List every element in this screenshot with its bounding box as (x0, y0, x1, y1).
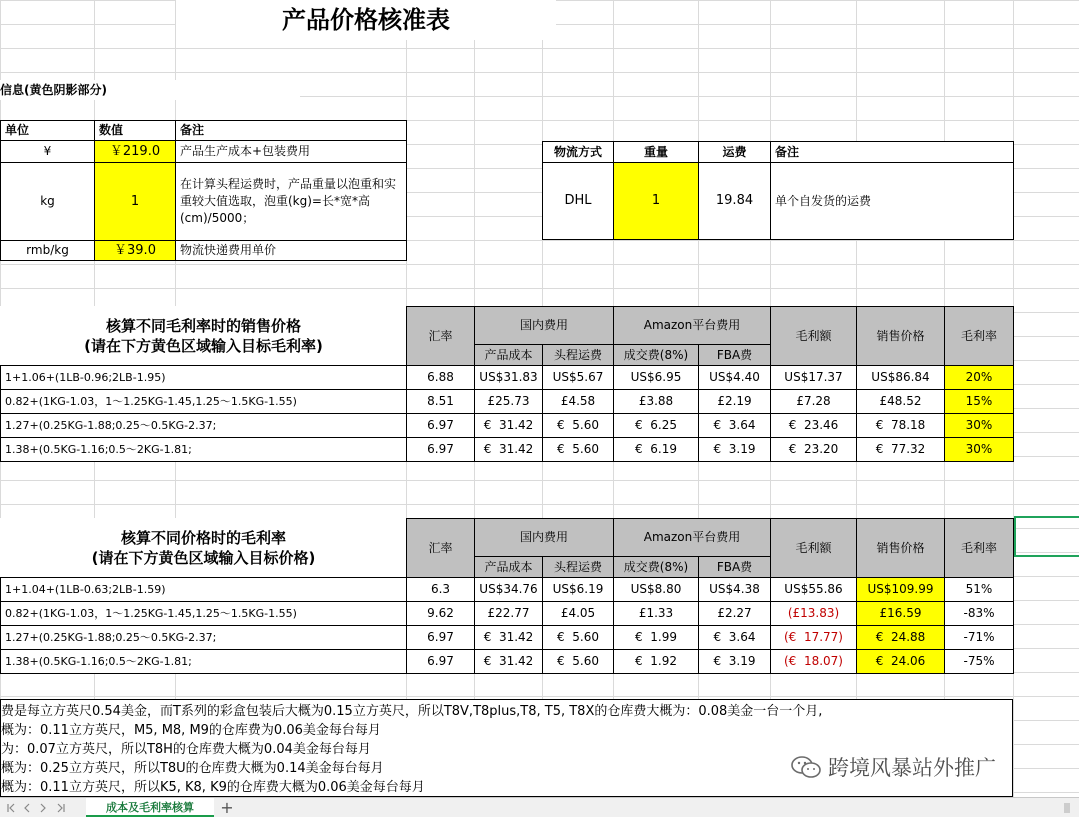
cost-cell[interactable]: € 31.42 (474, 625, 543, 650)
add-sheet-button[interactable]: + (220, 798, 234, 817)
rate-cell[interactable]: 6.97 (406, 649, 475, 674)
tab-sheet-active[interactable]: 成本及毛利率核算 (86, 798, 214, 817)
rate-cell[interactable]: 6.88 (406, 365, 475, 390)
profit-cell-negative[interactable]: (€ 18.07) (770, 649, 857, 674)
param-note-cell[interactable]: 物流快递费用单价 (175, 240, 407, 261)
price-header-amazon: Amazon平台费用 (613, 518, 771, 557)
target-price-input[interactable]: € 24.88 (856, 625, 945, 650)
margin-header-amazon: Amazon平台费用 (613, 306, 771, 345)
logistics-note-cell[interactable]: 单个自发货的运费 (770, 162, 1014, 240)
rate-cell[interactable]: 6.97 (406, 413, 475, 438)
param-header-unit: 单位 (0, 120, 95, 141)
margin-header-cost: 产品成本 (474, 344, 543, 366)
profit-cell-negative[interactable]: (£13.83) (770, 601, 857, 626)
margin-cell[interactable]: -71% (944, 625, 1014, 650)
param-header-value: 数值 (94, 120, 176, 141)
scroll-handle-icon[interactable] (1060, 798, 1074, 817)
cost-cell[interactable]: US$31.83 (474, 365, 543, 390)
prev-sheet-icon[interactable] (20, 798, 34, 817)
margin-header-domestic: 国内费用 (474, 306, 614, 345)
cost-cell[interactable]: € 31.42 (474, 649, 543, 674)
formula-cell[interactable]: 1+1.04+(1LB-0.63;2LB-1.59) (0, 577, 407, 602)
price-cell[interactable]: € 77.32 (856, 437, 945, 462)
price-header-fba: FBA费 (698, 556, 771, 578)
formula-cell[interactable]: 1.27+(0.25KG-1.88;0.25～0.5KG-2.37; (0, 625, 407, 650)
rate-cell[interactable]: 8.51 (406, 389, 475, 414)
price-header-commission: 成交费(8%) (613, 556, 699, 578)
cost-cell[interactable]: € 31.42 (474, 413, 543, 438)
price-calc-title (0, 518, 407, 578)
target-margin-input[interactable]: 30% (944, 437, 1014, 462)
formula-cell[interactable]: 1.38+(0.5KG-1.16;0.5～2KG-1.81; (0, 437, 407, 462)
first-sheet-icon[interactable] (4, 798, 18, 817)
cell-selection-box[interactable] (1014, 516, 1079, 557)
commission-cell[interactable]: € 6.19 (613, 437, 699, 462)
target-margin-input[interactable]: 15% (944, 389, 1014, 414)
formula-cell[interactable]: 1+1.06+(1LB-0.96;2LB-1.95) (0, 365, 407, 390)
price-header-profit: 毛利额 (770, 518, 857, 578)
param-unit-cell[interactable]: rmb/kg (0, 240, 95, 261)
fba-cell[interactable]: € 3.19 (698, 649, 771, 674)
note-line: 概为：0.11立方英尺，所以K5, K8, K9的仓库费大概为0.06美金每台每月 (1, 780, 425, 795)
logistics-header-note: 备注 (770, 141, 1014, 163)
rate-cell[interactable]: 6.97 (406, 437, 475, 462)
formula-cell[interactable]: 1.38+(0.5KG-1.16;0.5～2KG-1.81; (0, 649, 407, 674)
profit-cell[interactable]: £7.28 (770, 389, 857, 414)
commission-cell[interactable]: € 1.99 (613, 625, 699, 650)
fba-cell[interactable]: € 3.64 (698, 413, 771, 438)
logistics-header-weight: 重量 (613, 141, 699, 163)
note-line: 概为：0.11立方英尺，M5, M8, M9的仓库费为0.06美金每台每月 (1, 723, 381, 738)
product-weight-input[interactable]: 1 (94, 162, 176, 241)
margin-calc-title-line1: 核算不同毛利率时的销售价格 (105, 317, 301, 335)
note-line: 概为：0.25立方英尺，所以T8U的仓库费大概为0.14美金每台每月 (1, 761, 384, 776)
logistics-header-method: 物流方式 (542, 141, 614, 163)
logistics-header-fee: 运费 (698, 141, 771, 163)
formula-cell[interactable]: 1.27+(0.25KG-1.88;0.25～0.5KG-2.37; (0, 413, 407, 438)
cost-cell[interactable]: £22.77 (474, 601, 543, 626)
wechat-icon (790, 754, 822, 780)
note-line: 为：0.07立方英尺，所以T8H的仓库费大概为0.04美金每台每月 (1, 742, 371, 757)
commission-cell[interactable]: £1.33 (613, 601, 699, 626)
fba-cell[interactable]: € 3.64 (698, 625, 771, 650)
profit-cell-negative[interactable]: (€ 17.77) (770, 625, 857, 650)
freight-cell[interactable]: US$6.19 (542, 577, 614, 602)
freight-cell[interactable]: € 5.60 (542, 413, 614, 438)
formula-cell[interactable]: 0.82+(1KG-1.03，1～1.25KG-1.45,1.25～1.5KG-1.55) (0, 389, 407, 414)
page-title: 产品价格核准表 (176, 0, 556, 40)
param-note-cell[interactable]: 产品生产成本+包装费用 (175, 140, 407, 163)
price-calc-title-line2: (请在下方黄色区域输入目标价格) (91, 549, 316, 567)
price-cell[interactable]: £48.52 (856, 389, 945, 414)
target-margin-input[interactable]: 20% (944, 365, 1014, 390)
logistics-weight-input[interactable]: 1 (613, 162, 699, 240)
fba-cell[interactable]: US$4.40 (698, 365, 771, 390)
margin-header-freight: 头程运费 (542, 344, 614, 366)
cost-cell[interactable]: US$34.76 (474, 577, 543, 602)
price-header-domestic: 国内费用 (474, 518, 614, 557)
margin-cell[interactable]: 51% (944, 577, 1014, 602)
margin-header-fba: FBA费 (698, 344, 771, 366)
product-cost-input[interactable]: ￥219.0 (94, 140, 176, 163)
freight-cell[interactable]: £4.05 (542, 601, 614, 626)
price-header-margin: 毛利率 (944, 518, 1014, 578)
price-header-cost: 产品成本 (474, 556, 543, 578)
next-sheet-icon[interactable] (36, 798, 50, 817)
rate-cell[interactable]: 6.97 (406, 625, 475, 650)
freight-cell[interactable]: € 5.60 (542, 625, 614, 650)
fba-cell[interactable]: £2.27 (698, 601, 771, 626)
param-header-note: 备注 (175, 120, 407, 141)
profit-cell[interactable]: € 23.46 (770, 413, 857, 438)
price-header-rate: 汇率 (406, 518, 475, 578)
param-unit-cell[interactable]: kg (0, 162, 95, 241)
freight-cell[interactable]: US$5.67 (542, 365, 614, 390)
commission-cell[interactable]: € 1.92 (613, 649, 699, 674)
info-section-header: 信息(黄色阴影部分) (0, 80, 300, 100)
margin-header-commission: 成交费(8%) (613, 344, 699, 366)
cost-cell[interactable]: € 31.42 (474, 437, 543, 462)
freight-rate-input[interactable]: ￥39.0 (94, 240, 176, 261)
notes-cell[interactable] (0, 699, 1013, 797)
margin-calc-title-line2: (请在下方黄色区域输入目标毛利率) (84, 337, 323, 355)
price-cell[interactable]: US$86.84 (856, 365, 945, 390)
price-calc-title-line1: 核算不同价格时的毛利率 (120, 529, 286, 547)
margin-header-profit: 毛利额 (770, 306, 857, 366)
freight-cell[interactable]: € 5.60 (542, 649, 614, 674)
sheet-tab-bar (0, 797, 1079, 817)
profit-cell[interactable]: US$17.37 (770, 365, 857, 390)
fba-cell[interactable]: US$4.38 (698, 577, 771, 602)
logistics-method-cell[interactable]: DHL (542, 162, 614, 240)
margin-cell[interactable]: -75% (944, 649, 1014, 674)
freight-cell[interactable]: € 5.60 (542, 437, 614, 462)
formula-cell[interactable]: 0.82+(1KG-1.03，1～1.25KG-1.45,1.25～1.5KG-1.55) (0, 601, 407, 626)
rate-cell[interactable]: 6.3 (406, 577, 475, 602)
watermark (790, 752, 996, 782)
price-cell[interactable]: € 78.18 (856, 413, 945, 438)
param-unit-cell[interactable]: ¥ (0, 140, 95, 163)
commission-cell[interactable]: £3.88 (613, 389, 699, 414)
fba-cell[interactable]: £2.19 (698, 389, 771, 414)
logistics-fee-cell[interactable]: 19.84 (698, 162, 771, 240)
watermark-text: 跨境风暴站外推广 (828, 756, 996, 780)
commission-cell[interactable]: € 6.25 (613, 413, 699, 438)
profit-cell[interactable]: € 23.20 (770, 437, 857, 462)
margin-header-rate: 汇率 (406, 306, 475, 366)
margin-cell[interactable]: -83% (944, 601, 1014, 626)
target-margin-input[interactable]: 30% (944, 413, 1014, 438)
param-note-cell[interactable]: 在计算头程运费时，产品重量以泡重和实重较大值选取，泡重(kg)=长*宽*高(cm)/5000； (175, 162, 407, 241)
cost-cell[interactable]: £25.73 (474, 389, 543, 414)
target-price-input[interactable]: £16.59 (856, 601, 945, 626)
target-price-input[interactable]: US$109.99 (856, 577, 945, 602)
margin-header-margin: 毛利率 (944, 306, 1014, 366)
profit-cell[interactable]: US$55.86 (770, 577, 857, 602)
note-line: 费是每立方英尺0.54美金，而T系列的彩盒包装后大概为0.15立方英尺，所以T8V,T8plus,T8, T5, T8X的仓库费大概为：0.08美金一台一个月, (1, 704, 823, 719)
target-price-input[interactable]: € 24.06 (856, 649, 945, 674)
rate-cell[interactable]: 9.62 (406, 601, 475, 626)
margin-header-price: 销售价格 (856, 306, 945, 366)
last-sheet-icon[interactable] (54, 798, 68, 817)
price-header-price: 销售价格 (856, 518, 945, 578)
commission-cell[interactable]: US$8.80 (613, 577, 699, 602)
margin-calc-title (0, 306, 407, 366)
fba-cell[interactable]: € 3.19 (698, 437, 771, 462)
commission-cell[interactable]: US$6.95 (613, 365, 699, 390)
price-header-freight: 头程运费 (542, 556, 614, 578)
freight-cell[interactable]: £4.58 (542, 389, 614, 414)
